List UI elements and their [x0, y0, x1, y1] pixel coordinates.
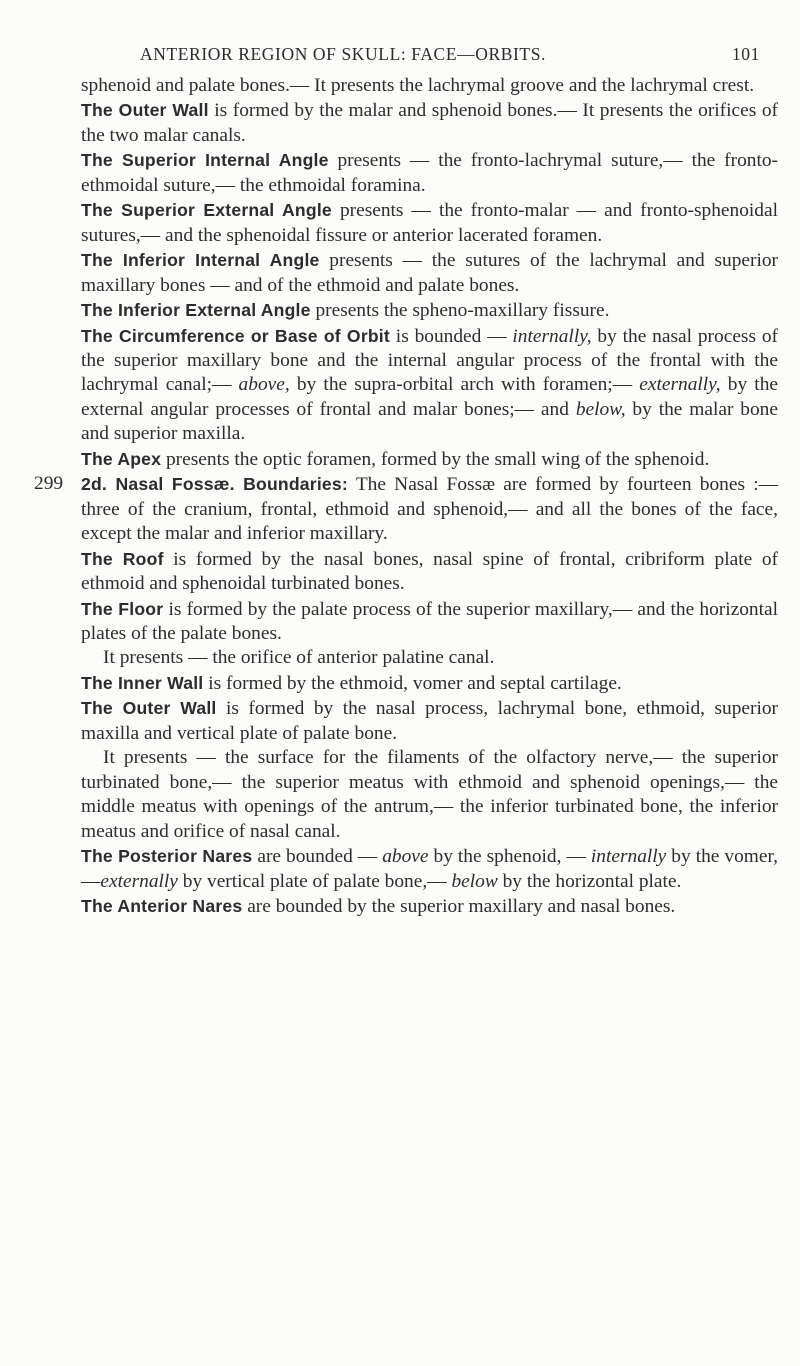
paragraph: sphenoid and palate bones.— It presents the lachrymal groove and the lachrymal crest.: [81, 75, 755, 96]
paragraph: It presents — the surface for the filaments of the olfactory nerve,— the superior turbinated bone,— the superior meatus with ethmoid and sphenoid openings,— the middle meatus with openings of the antrum,— the inferior turbinated bone, the inferior meatus and orifice of nasal canal.: [81, 747, 778, 842]
paragraph-inner-wall: [81, 671, 778, 696]
term-heading: The Inferior External Angle: [81, 300, 311, 321]
paragraph-outer-wall-nasal: [81, 696, 778, 746]
paragraph-text: by the nasal process of the superior maxillary bone and the internal angular process of the frontal with the lachrymal canal;—: [81, 325, 779, 396]
italic-text: above,: [238, 374, 290, 396]
term-heading: The Circumference or Base of Orbit: [81, 325, 390, 346]
paragraph-circumference: [81, 324, 778, 447]
term-heading: The Superior External Angle: [81, 200, 332, 221]
term-heading: The Outer Wall: [81, 100, 209, 121]
term-heading: The Inferior Internal Angle: [81, 250, 320, 271]
paragraph-superior-internal-angle: [81, 148, 778, 198]
paragraph-text: by the supra-orbital arch with foramen;—: [289, 374, 640, 396]
term-heading: 2d. Nasal Fossæ. Boundaries:: [81, 474, 348, 495]
header-title: ANTERIOR REGION OF SKULL: FACE—ORBITS.: [140, 44, 547, 64]
term-heading: The Apex: [81, 448, 162, 469]
section-number: 299: [34, 473, 64, 495]
paragraph-text: presents — the fronto-lachrymal suture,— the fronto-ethmoidal suture,— the ethmoidal foramina.: [81, 150, 778, 196]
paragraph-roof: [81, 547, 778, 597]
term-heading: The Inner Wall: [81, 672, 204, 693]
term-heading: The Roof: [81, 548, 164, 569]
paragraph-text: presents — the sutures of the lachrymal and superior maxillary bones — and of the ethmoid and palate bones.: [81, 250, 778, 296]
italic-text: internally: [590, 846, 667, 868]
paragraph-text: is formed by the malar and sphenoid bones.— It presents the orifices of the two malar canals.: [81, 100, 778, 146]
term-heading: The Anterior Nares: [81, 895, 243, 916]
paragraph-superior-external-angle: [81, 198, 778, 248]
italic-text: externally,: [639, 374, 721, 396]
paragraph-apex: [81, 447, 778, 472]
paragraph-text: are bounded —: [252, 846, 383, 868]
paragraph-text: is formed by the ethmoid, vomer and septal cartilage.: [203, 672, 622, 694]
page-body: [34, 74, 779, 919]
term-heading: The Floor: [81, 598, 164, 619]
paragraph-text: The Nasal Fossæ are formed by fourteen bones :— three of the cranium, frontal, ethmoid and sphenoid,— and all the bones of the face, except the malar and inferior maxillary.: [81, 474, 778, 545]
paragraph: It presents — the orifice of anterior palatine canal.: [103, 647, 495, 669]
paragraph-text: by the malar bone and superior maxilla.: [81, 398, 778, 445]
term-heading: The Outer Wall: [81, 698, 217, 719]
italic-text: below,: [575, 398, 626, 420]
paragraph-text: presents the optic foramen, formed by the small wing of the sphenoid.: [161, 448, 710, 470]
italic-text: below: [451, 870, 498, 892]
page-number: 101: [731, 44, 760, 64]
paragraph-text: is bounded —: [389, 325, 513, 347]
paragraph-text: by the horizontal plate.: [497, 870, 682, 892]
running-header: [140, 44, 760, 65]
paragraph-inferior-internal-angle: [81, 248, 778, 298]
paragraph-inferior-external-angle: [81, 298, 778, 323]
paragraph-text: by the vomer,—: [81, 846, 779, 892]
paragraph-text: is formed by the palate process of the superior maxillary,— and the horizontal plates of the palate bones.: [81, 598, 778, 644]
paragraph-text: is formed by the nasal bones, nasal spine of frontal, cribriform plate of ethmoid and sphenoidal turbinated bones.: [81, 548, 779, 595]
paragraph-posterior-nares: [81, 844, 778, 894]
paragraph-anterior-nares: [81, 894, 778, 919]
paragraph-text: is formed by the nasal process, lachrymal bone, ethmoid, superior maxilla and vertical plate of palate bone.: [81, 698, 778, 744]
paragraph-text: presents the spheno-maxillary fissure.: [310, 300, 610, 322]
term-heading: The Posterior Nares: [81, 846, 253, 867]
paragraph-text: are bounded by the superior maxillary and nasal bones.: [242, 895, 676, 917]
paragraph-outer-wall-orbit: [81, 98, 778, 148]
paragraph-nasal-fossae: [34, 472, 778, 546]
paragraph-text: by vertical plate of palate bone,—: [177, 870, 452, 892]
paragraph-floor: [81, 597, 778, 647]
paragraph-text: by the sphenoid, —: [428, 846, 591, 868]
italic-text: above: [382, 846, 429, 868]
term-heading: The Superior Internal Angle: [81, 150, 329, 171]
italic-text: internally,: [512, 325, 592, 347]
italic-text: externally: [100, 870, 178, 892]
paragraph-text: by the external angular processes of frontal and malar bones;— and: [81, 374, 778, 420]
paragraph-text: presents — the fronto-malar — and fronto-sphenoidal sutures,— and the sphenoidal fissure or anterior lacerated foramen.: [81, 200, 778, 246]
